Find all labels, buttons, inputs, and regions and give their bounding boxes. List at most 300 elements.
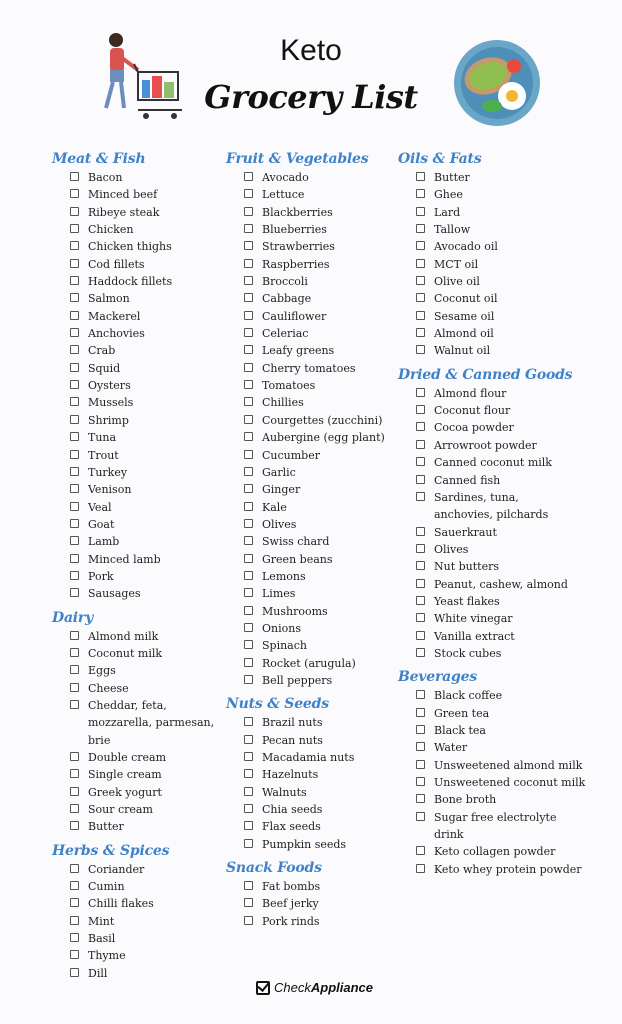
checkbox[interactable] bbox=[244, 536, 253, 545]
checkbox[interactable] bbox=[70, 950, 79, 959]
checkbox[interactable] bbox=[70, 224, 79, 233]
item-label: Cheddar, feta, mozzarella, parmesan, brie bbox=[88, 698, 215, 747]
column-2 bbox=[226, 150, 396, 930]
item-label: Olives bbox=[434, 542, 469, 556]
checkbox[interactable] bbox=[416, 596, 425, 605]
checkbox[interactable] bbox=[416, 690, 425, 699]
checklist-item[interactable] bbox=[416, 221, 618, 238]
checkbox[interactable] bbox=[416, 388, 425, 397]
checkbox[interactable] bbox=[416, 794, 425, 803]
checkbox[interactable] bbox=[70, 933, 79, 942]
checklist-item[interactable] bbox=[244, 238, 396, 255]
checklist-item[interactable] bbox=[70, 516, 222, 533]
checklist-item[interactable] bbox=[416, 645, 618, 662]
item-label: Ghee bbox=[434, 188, 463, 202]
checkbox[interactable] bbox=[244, 189, 253, 198]
checklist-item[interactable] bbox=[70, 913, 222, 930]
checklist bbox=[226, 714, 396, 853]
checklist-item[interactable] bbox=[70, 429, 222, 446]
checklist-item[interactable] bbox=[70, 256, 222, 273]
item-label: Ginger bbox=[262, 483, 301, 497]
checkbox[interactable] bbox=[244, 623, 253, 632]
checklist-item[interactable] bbox=[416, 402, 618, 419]
item-label: Unsweetened almond milk bbox=[434, 758, 583, 772]
checkbox[interactable] bbox=[70, 769, 79, 778]
checkbox[interactable] bbox=[244, 467, 253, 476]
checkbox[interactable] bbox=[244, 345, 253, 354]
checklist bbox=[52, 628, 222, 836]
checklist-item[interactable] bbox=[416, 593, 618, 610]
checklist-item[interactable] bbox=[416, 524, 618, 541]
checklist-item[interactable] bbox=[70, 412, 222, 429]
checkbox[interactable] bbox=[70, 467, 79, 476]
checkbox[interactable] bbox=[244, 554, 253, 563]
checklist-item[interactable] bbox=[70, 568, 222, 585]
checklist-item[interactable] bbox=[70, 818, 222, 835]
brand-name-bold: Appliance bbox=[310, 980, 373, 995]
checkbox[interactable] bbox=[70, 519, 79, 528]
checkbox[interactable] bbox=[416, 422, 425, 431]
checkbox[interactable] bbox=[244, 484, 253, 493]
checklist-item[interactable] bbox=[70, 680, 222, 697]
checkbox[interactable] bbox=[416, 812, 425, 821]
checklist-item[interactable] bbox=[244, 732, 396, 749]
item-label: Limes bbox=[262, 587, 296, 601]
checklist-item[interactable] bbox=[416, 541, 618, 558]
category-heading: Meat & Fish bbox=[52, 151, 146, 167]
checkbox[interactable] bbox=[244, 241, 253, 250]
category-heading: Fruit & Vegetables bbox=[226, 151, 369, 167]
checklist-item[interactable] bbox=[70, 394, 222, 411]
checkbox[interactable] bbox=[70, 380, 79, 389]
checklist-item[interactable] bbox=[244, 204, 396, 221]
checklist-item[interactable] bbox=[244, 913, 396, 930]
checklist-item[interactable] bbox=[244, 256, 396, 273]
checkbox[interactable] bbox=[416, 708, 425, 717]
item-label: Stock cubes bbox=[434, 646, 502, 660]
item-label: Butter bbox=[434, 171, 470, 184]
checkbox[interactable] bbox=[416, 648, 425, 657]
checklist-item[interactable] bbox=[244, 784, 396, 801]
checkbox[interactable] bbox=[244, 363, 253, 372]
checkbox[interactable] bbox=[416, 631, 425, 640]
checkbox[interactable] bbox=[244, 881, 253, 890]
item-label: Eggs bbox=[88, 664, 116, 678]
checklist-item[interactable] bbox=[244, 499, 396, 516]
checklist-item[interactable] bbox=[244, 568, 396, 585]
checklist-item[interactable] bbox=[416, 628, 618, 645]
checklist-item[interactable] bbox=[70, 645, 222, 662]
item-label: Arrowroot powder bbox=[434, 438, 537, 452]
checklist-item[interactable] bbox=[244, 342, 396, 359]
checkbox[interactable] bbox=[70, 363, 79, 372]
checkbox[interactable] bbox=[416, 224, 425, 233]
checkbox[interactable] bbox=[416, 527, 425, 536]
checklist-item[interactable] bbox=[244, 481, 396, 498]
checklist-item[interactable] bbox=[416, 610, 618, 627]
checkbox[interactable] bbox=[70, 821, 79, 830]
checklist-item[interactable] bbox=[244, 637, 396, 654]
item-label: Keto whey protein powder bbox=[434, 862, 582, 876]
item-label: Venison bbox=[88, 483, 132, 497]
checklist-item[interactable] bbox=[416, 843, 618, 860]
item-label: Chillies bbox=[262, 396, 304, 410]
checklist-item[interactable] bbox=[416, 437, 618, 454]
checkbox[interactable] bbox=[244, 450, 253, 459]
item-label: Shrimp bbox=[88, 413, 129, 427]
checkbox[interactable] bbox=[244, 207, 253, 216]
checklist-item[interactable] bbox=[70, 377, 222, 394]
checkbox[interactable] bbox=[70, 864, 79, 873]
checkbox[interactable] bbox=[70, 484, 79, 493]
checklist-item[interactable] bbox=[70, 947, 222, 964]
checkbox[interactable] bbox=[416, 725, 425, 734]
checklist-item[interactable] bbox=[70, 342, 222, 359]
checkbox[interactable] bbox=[244, 735, 253, 744]
item-label: Mussels bbox=[88, 396, 134, 410]
item-label: Salmon bbox=[88, 292, 130, 306]
checkbox[interactable] bbox=[70, 415, 79, 424]
checkbox[interactable] bbox=[416, 405, 425, 414]
checkbox[interactable] bbox=[244, 804, 253, 813]
checkbox[interactable] bbox=[244, 519, 253, 528]
checkbox[interactable] bbox=[70, 536, 79, 545]
checklist-item[interactable] bbox=[70, 878, 222, 895]
checkbox[interactable] bbox=[416, 742, 425, 751]
checklist-item[interactable] bbox=[244, 429, 396, 446]
item-label: Broccoli bbox=[262, 275, 308, 289]
category-heading: Oils & Fats bbox=[398, 151, 482, 167]
checkbox[interactable] bbox=[244, 397, 253, 406]
checklist-item[interactable] bbox=[416, 722, 618, 739]
checklist-item[interactable] bbox=[244, 360, 396, 377]
item-label: Coconut oil bbox=[434, 292, 498, 306]
checklist-item[interactable] bbox=[416, 576, 618, 593]
checklist-item[interactable] bbox=[70, 204, 222, 221]
checklist-item[interactable] bbox=[70, 325, 222, 342]
checklist-item[interactable] bbox=[416, 186, 618, 203]
checklist-item[interactable] bbox=[70, 308, 222, 325]
checkbox[interactable] bbox=[416, 544, 425, 553]
checklist-item[interactable] bbox=[416, 325, 618, 342]
checklist-item[interactable] bbox=[244, 551, 396, 568]
checkbox[interactable] bbox=[70, 571, 79, 580]
item-label: Swiss chard bbox=[262, 535, 330, 549]
checklist-item[interactable] bbox=[70, 169, 222, 186]
checkbox[interactable] bbox=[70, 804, 79, 813]
checklist-item[interactable] bbox=[244, 585, 396, 602]
checkbox[interactable] bbox=[70, 881, 79, 890]
checkbox[interactable] bbox=[244, 502, 253, 511]
checklist-item[interactable] bbox=[70, 861, 222, 878]
checklist-item[interactable] bbox=[70, 697, 228, 749]
checklist-item[interactable] bbox=[244, 836, 396, 853]
checklist-item[interactable] bbox=[416, 472, 618, 489]
checkbox[interactable] bbox=[416, 259, 425, 268]
checklist-item[interactable] bbox=[416, 385, 618, 402]
column-1 bbox=[52, 150, 222, 982]
checklist-item[interactable] bbox=[244, 895, 396, 912]
item-label: Rocket (arugula) bbox=[262, 656, 356, 670]
checkbox[interactable] bbox=[244, 259, 253, 268]
checklist-item[interactable] bbox=[70, 585, 222, 602]
checkbox[interactable] bbox=[70, 241, 79, 250]
checklist-item[interactable] bbox=[244, 749, 396, 766]
checklist-item[interactable] bbox=[70, 499, 222, 516]
checklist-item[interactable] bbox=[244, 672, 396, 689]
item-label: Kale bbox=[262, 500, 287, 514]
item-label: Cabbage bbox=[262, 292, 312, 306]
checkbox[interactable] bbox=[70, 968, 79, 977]
item-label: Blueberries bbox=[262, 223, 327, 237]
checklist-item[interactable] bbox=[416, 256, 618, 273]
checkbox[interactable] bbox=[416, 613, 425, 622]
checkbox[interactable] bbox=[244, 658, 253, 667]
checklist-item[interactable] bbox=[416, 809, 574, 844]
checkbox[interactable] bbox=[70, 631, 79, 640]
checkbox[interactable] bbox=[244, 640, 253, 649]
category-heading: Dairy bbox=[52, 609, 94, 626]
checkbox[interactable] bbox=[244, 821, 253, 830]
checkbox[interactable] bbox=[244, 769, 253, 778]
checkbox[interactable] bbox=[416, 293, 425, 302]
checkbox[interactable] bbox=[70, 683, 79, 692]
checkbox[interactable] bbox=[70, 752, 79, 761]
item-label: Lamb bbox=[88, 535, 120, 549]
checkbox[interactable] bbox=[70, 172, 79, 181]
checklist-item[interactable] bbox=[70, 273, 222, 290]
checkbox[interactable] bbox=[244, 293, 253, 302]
checklist-item[interactable] bbox=[70, 186, 222, 203]
checklist-item[interactable] bbox=[244, 325, 396, 342]
checkbox[interactable] bbox=[70, 259, 79, 268]
checkbox[interactable] bbox=[416, 579, 425, 588]
checklist-item[interactable] bbox=[416, 861, 618, 878]
checklist-item[interactable] bbox=[244, 447, 396, 464]
checklist-item[interactable] bbox=[244, 533, 396, 550]
checklist-item[interactable] bbox=[244, 273, 396, 290]
checklist-item[interactable] bbox=[70, 766, 222, 783]
checkbox[interactable] bbox=[244, 276, 253, 285]
checkbox[interactable] bbox=[416, 207, 425, 216]
checkbox[interactable] bbox=[416, 475, 425, 484]
checkbox[interactable] bbox=[244, 172, 253, 181]
checklist bbox=[52, 861, 222, 982]
checklist-item[interactable] bbox=[244, 603, 396, 620]
item-label: Crab bbox=[88, 344, 116, 358]
checkbox[interactable] bbox=[416, 777, 425, 786]
item-label: Leafy greens bbox=[262, 344, 335, 358]
checkbox[interactable] bbox=[244, 328, 253, 337]
checklist-item[interactable] bbox=[416, 290, 618, 307]
checklist-item[interactable] bbox=[70, 533, 222, 550]
checkbox[interactable] bbox=[70, 293, 79, 302]
checkbox[interactable] bbox=[244, 839, 253, 848]
category-section bbox=[398, 366, 618, 663]
checkbox[interactable] bbox=[244, 787, 253, 796]
checkbox[interactable] bbox=[416, 311, 425, 320]
checkbox[interactable] bbox=[244, 571, 253, 580]
checkbox[interactable] bbox=[70, 276, 79, 285]
checkbox[interactable] bbox=[70, 432, 79, 441]
checkbox[interactable] bbox=[244, 916, 253, 925]
checklist-item[interactable] bbox=[244, 308, 396, 325]
checklist-item[interactable] bbox=[416, 454, 618, 471]
checklist-item[interactable] bbox=[244, 377, 396, 394]
item-label: Almond oil bbox=[434, 327, 494, 341]
item-label: Mint bbox=[88, 914, 115, 928]
checklist bbox=[398, 687, 618, 878]
checklist-item[interactable] bbox=[416, 342, 618, 359]
item-label: Dill bbox=[88, 966, 108, 980]
checklist-item[interactable] bbox=[244, 655, 396, 672]
checklist-item[interactable] bbox=[70, 447, 222, 464]
checkbox[interactable] bbox=[416, 189, 425, 198]
checklist-item[interactable] bbox=[70, 290, 222, 307]
checkbox[interactable] bbox=[416, 345, 425, 354]
checklist-item[interactable] bbox=[416, 687, 618, 704]
checkbox[interactable] bbox=[416, 760, 425, 769]
item-label: Vanilla extract bbox=[434, 629, 515, 643]
item-label: Goat bbox=[88, 517, 115, 531]
checklist-item[interactable] bbox=[416, 169, 618, 186]
checklist-item[interactable] bbox=[416, 791, 618, 808]
checkbox[interactable] bbox=[70, 665, 79, 674]
checklist-item[interactable] bbox=[244, 801, 396, 818]
item-label: Walnuts bbox=[262, 785, 307, 799]
checklist-item[interactable] bbox=[244, 714, 396, 731]
checkbox[interactable] bbox=[70, 450, 79, 459]
checkbox[interactable] bbox=[70, 207, 79, 216]
item-label: Turkey bbox=[88, 465, 128, 479]
checklist-item[interactable] bbox=[70, 238, 222, 255]
checklist-item[interactable] bbox=[70, 784, 222, 801]
item-label: Ribeye steak bbox=[88, 205, 160, 219]
checklist-item[interactable] bbox=[70, 481, 222, 498]
checkbox[interactable] bbox=[416, 172, 425, 181]
checkbox[interactable] bbox=[416, 864, 425, 873]
checklist-item[interactable] bbox=[70, 221, 222, 238]
checkbox[interactable] bbox=[70, 345, 79, 354]
category-section bbox=[226, 859, 396, 930]
checklist-item[interactable] bbox=[416, 273, 618, 290]
checklist-item[interactable] bbox=[244, 464, 396, 481]
category-heading: Beverages bbox=[398, 669, 478, 686]
checklist-item[interactable] bbox=[416, 705, 618, 722]
category-heading: Dried & Canned Goods bbox=[398, 366, 573, 383]
checkbox[interactable] bbox=[70, 554, 79, 563]
checkbox[interactable] bbox=[244, 898, 253, 907]
item-label: Coconut flour bbox=[434, 404, 511, 418]
checklist-item[interactable] bbox=[244, 186, 396, 203]
checkbox[interactable] bbox=[244, 675, 253, 684]
checkbox[interactable] bbox=[244, 415, 253, 424]
item-label: Thyme bbox=[88, 949, 126, 963]
item-label: Cumin bbox=[88, 880, 125, 894]
item-label: Keto collagen powder bbox=[434, 845, 556, 859]
category-heading: Herbs & Spices bbox=[52, 842, 170, 859]
checkbox[interactable] bbox=[70, 700, 79, 709]
checklist-item[interactable] bbox=[244, 221, 396, 238]
item-label: Black coffee bbox=[434, 689, 503, 703]
checklist-item[interactable] bbox=[70, 464, 222, 481]
category-section bbox=[226, 150, 396, 689]
item-label: Celeriac bbox=[262, 327, 309, 341]
checkbox[interactable] bbox=[70, 328, 79, 337]
checkbox[interactable] bbox=[244, 224, 253, 233]
checklist-item[interactable] bbox=[70, 930, 222, 947]
checklist-item[interactable] bbox=[70, 895, 222, 912]
checkbox[interactable] bbox=[70, 502, 79, 511]
checklist-item[interactable] bbox=[244, 516, 396, 533]
checkbox[interactable] bbox=[416, 846, 425, 855]
checkbox[interactable] bbox=[244, 588, 253, 597]
checklist-item[interactable] bbox=[416, 238, 618, 255]
category-section bbox=[52, 842, 222, 982]
checklist-item[interactable] bbox=[244, 818, 396, 835]
checklist-item[interactable] bbox=[416, 419, 618, 436]
checklist-item[interactable] bbox=[70, 965, 222, 982]
checklist-item[interactable] bbox=[70, 360, 222, 377]
checkbox[interactable] bbox=[70, 397, 79, 406]
checkbox[interactable] bbox=[416, 276, 425, 285]
checkbox[interactable] bbox=[244, 311, 253, 320]
item-label: Courgettes (zucchini) bbox=[262, 413, 383, 427]
item-label: Mackerel bbox=[88, 309, 141, 323]
checklist-item[interactable] bbox=[70, 749, 222, 766]
checkbox[interactable] bbox=[70, 787, 79, 796]
checkbox[interactable] bbox=[244, 432, 253, 441]
item-label: Black tea bbox=[434, 723, 486, 737]
checkbox[interactable] bbox=[416, 492, 425, 501]
checkbox[interactable] bbox=[70, 916, 79, 925]
checklist-item[interactable] bbox=[244, 620, 396, 637]
checklist-item[interactable] bbox=[244, 394, 396, 411]
checklist-item[interactable] bbox=[416, 308, 618, 325]
checklist-item[interactable] bbox=[70, 628, 222, 645]
checklist-item[interactable] bbox=[70, 551, 222, 568]
checklist-item[interactable] bbox=[416, 489, 574, 524]
checklist-item[interactable] bbox=[416, 757, 618, 774]
checklist-item[interactable] bbox=[416, 204, 618, 221]
checkbox[interactable] bbox=[244, 752, 253, 761]
checklist-item[interactable] bbox=[244, 290, 396, 307]
checklist-item[interactable] bbox=[416, 739, 618, 756]
checkbox[interactable] bbox=[416, 457, 425, 466]
checklist-item[interactable] bbox=[416, 774, 618, 791]
checkbox[interactable] bbox=[70, 648, 79, 657]
checklist-item[interactable] bbox=[70, 801, 222, 818]
checkbox[interactable] bbox=[416, 440, 425, 449]
checkbox[interactable] bbox=[244, 717, 253, 726]
checkbox[interactable] bbox=[244, 606, 253, 615]
checkbox[interactable] bbox=[244, 380, 253, 389]
item-label: Green beans bbox=[262, 552, 333, 566]
checkbox[interactable] bbox=[416, 328, 425, 337]
checklist-item[interactable] bbox=[244, 766, 396, 783]
checklist-item[interactable] bbox=[416, 558, 618, 575]
checkbox[interactable] bbox=[70, 898, 79, 907]
checkbox[interactable] bbox=[70, 588, 79, 597]
checkbox[interactable] bbox=[416, 241, 425, 250]
checkbox[interactable] bbox=[416, 561, 425, 570]
checklist-item[interactable] bbox=[244, 169, 396, 186]
checklist-item[interactable] bbox=[244, 412, 396, 429]
checkbox[interactable] bbox=[70, 189, 79, 198]
checklist-item[interactable] bbox=[244, 878, 396, 895]
checklist-item[interactable] bbox=[70, 662, 222, 679]
checkbox[interactable] bbox=[70, 311, 79, 320]
